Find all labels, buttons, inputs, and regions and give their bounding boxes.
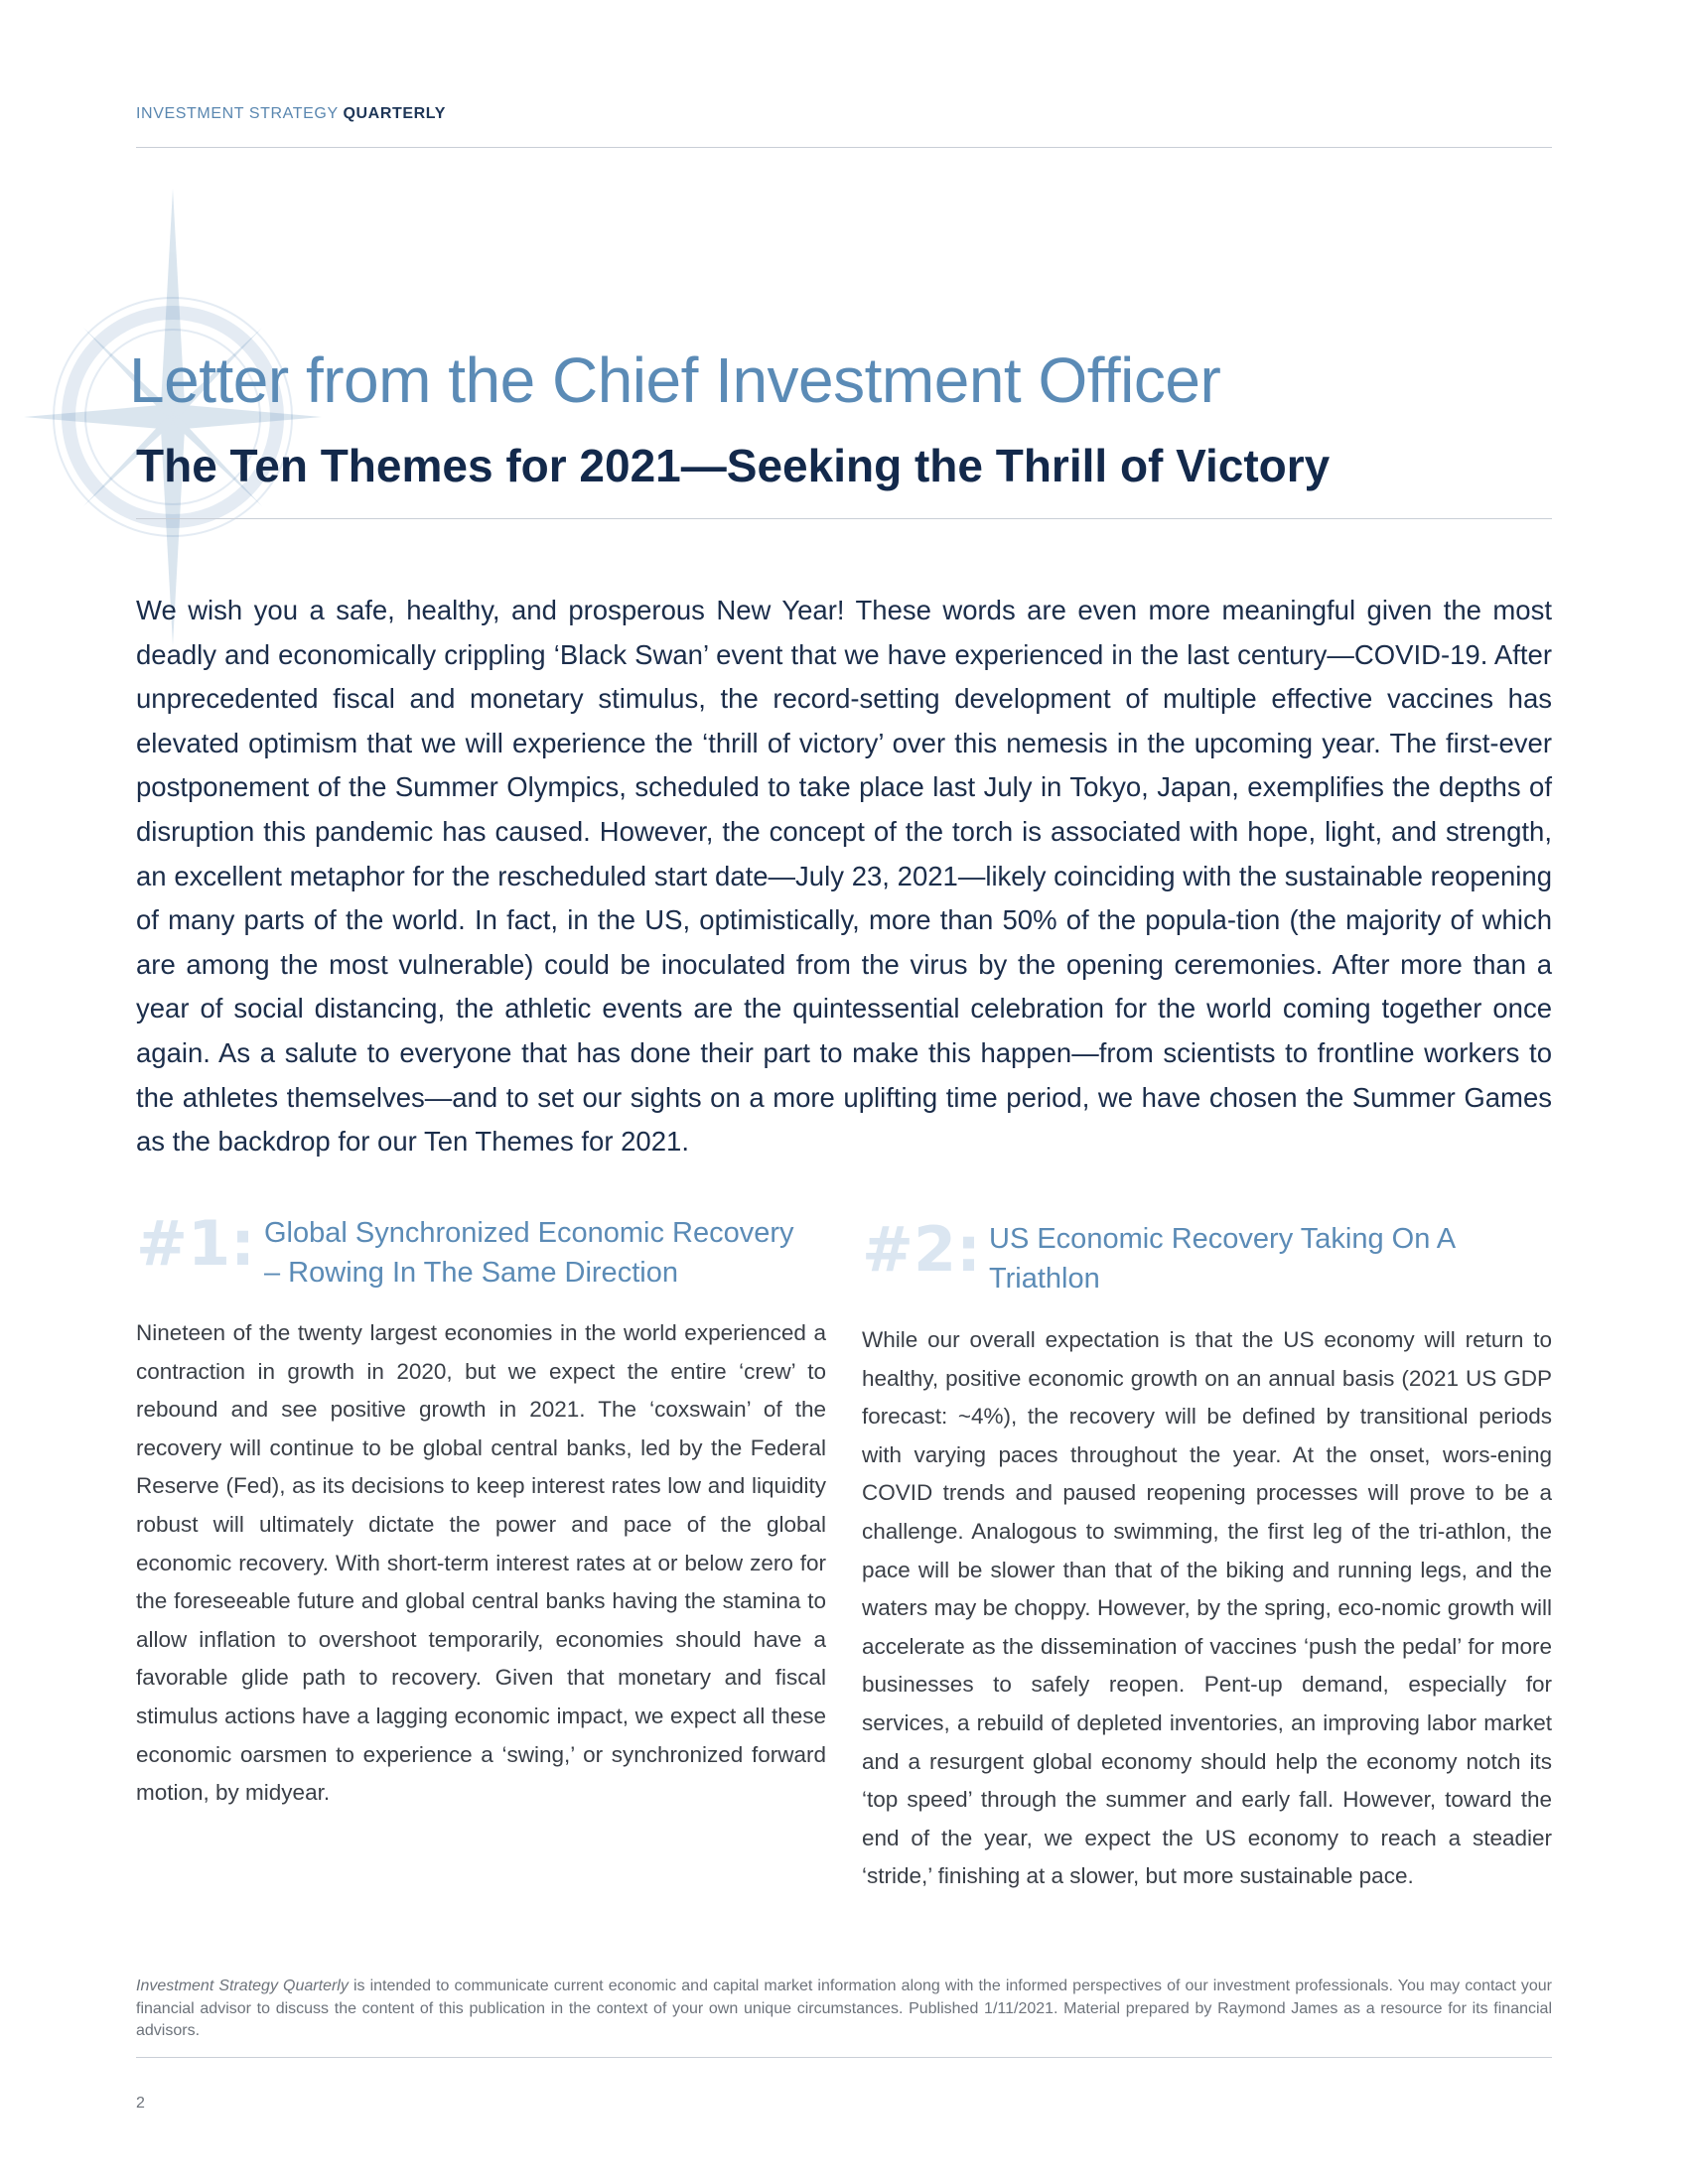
title-divider bbox=[136, 518, 1552, 519]
header-label-regular: INVESTMENT STRATEGY bbox=[136, 105, 339, 122]
theme-1-number: #1: bbox=[136, 1207, 255, 1280]
theme-2-body: While our overall expectation is that the US economy will return to healthy, positive economic growth on an annual basis (2021 US GDP forecast: ~4%), the recovery will be defined by transitional periods with varying paces throughout the year. At the onset, wors-ening COVID trends and paused reopening processes will prove to be a challenge. Analogous to swimming, the first leg of the tri-athlon, the pace will be slower than that of the biking and running legs, and the waters may be choppy. However, by the spring, eco-nomic growth will accelerate as the dissemination of vaccines ‘push the pedal’ for more businesses to safely reopen. Pent-up demand, especially for services, a rebuild of depleted inventories, an improving labor market and a resurgent global economy should help the economy notch its ‘top speed’ through the summer and early fall. However, toward the end of the year, we expect the US economy to reach a steadier ‘stride,’ finishing at a slower, but more sustainable pace. bbox=[862, 1327, 1552, 1889]
publication-header bbox=[136, 105, 446, 123]
theme-1-title-line1: Global Synchronized Economic Recovery bbox=[264, 1217, 794, 1249]
disclaimer-text: is intended to communicate current economic and capital market information along with the informed perspectives of our investment professionals. You may contact your financial advisor to discuss the content of this publication in the context of your own unique circumstances. Published 1/11/2021. Material prepared by Raymond James as a resource for its financial advisors. bbox=[136, 1978, 1552, 2039]
footer-divider bbox=[136, 2057, 1552, 2058]
header-label-bold: QUARTERLY bbox=[343, 105, 446, 122]
theme-2-number: #2: bbox=[862, 1213, 981, 1286]
header-divider bbox=[136, 147, 1552, 148]
theme-1-title-line2: – Rowing In The Same Direction bbox=[264, 1257, 678, 1289]
theme-2-title bbox=[989, 1219, 1456, 1298]
disclaimer-publication-name: Investment Strategy Quarterly bbox=[136, 1978, 349, 1994]
page-number: 2 bbox=[136, 2095, 145, 2112]
page-subtitle: The Ten Themes for 2021—Seeking the Thrill of Victory bbox=[136, 440, 1331, 491]
intro-paragraph: We wish you a safe, healthy, and prosperous New Year! These words are even more meaningful given the most deadly and economically crippling ‘Black Swan’ event that we have experienced in the last century—COVID-19. After unprecedented fiscal and monetary stimulus, the record-setting development of multiple effective vaccines has elevated optimism that we will experience the ‘thrill of victory’ over this nemesis in the upcoming year. The first-ever postponement of the Summer Olympics, scheduled to take place last July in Tokyo, Japan, exemplifies the depths of disruption this pandemic has caused. However, the concept of the torch is associated with hope, light, and strength, an excellent metaphor for the rescheduled start date—July 23, 2021—likely coinciding with the sustainable reopening of many parts of the world. In fact, in the US, optimistically, more than 50% of the popula-tion (the majority of which are among the most vulnerable) could be inoculated from the virus by the opening ceremonies. After more than a year of social distancing, the athletic events are the quintessential celebration for the world coming together once again. As a salute to everyone that has done their part to make this happen—from scientists to frontline workers to the athletes themselves—and to set our sights on a more uplifting time period, we have chosen the Summer Games as the backdrop for our Ten Themes for 2021. bbox=[136, 595, 1552, 1158]
theme-2-title-line2: Triathlon bbox=[989, 1263, 1100, 1295]
compass-rose-icon bbox=[24, 189, 322, 645]
theme-2-title-line1: US Economic Recovery Taking On A bbox=[989, 1223, 1457, 1255]
page-title: Letter from the Chief Investment Officer bbox=[129, 344, 1221, 416]
theme-1-title bbox=[264, 1213, 794, 1293]
theme-1-body: Nineteen of the twenty largest economies in the world experienced a contraction in growth in 2020, but we expect the entire ‘crew’ to rebound and see positive growth in 2021. The ‘coxswain’ of the recovery will continue to be global central banks, led by the Federal Reserve (Fed), as its decisions to keep interest rates low and liquidity robust will ultimately dictate the power and pace of the global economic recovery. With short-term interest rates at or below zero for the foreseeable future and global central banks having the stamina to allow inflation to overshoot temporarily, economies should have a favorable glide path to recovery. Given that monetary and fiscal stimulus actions have a lagging economic impact, we expect all these economic oarsmen to experience a ‘swing,’ or synchronized forward motion, by midyear. bbox=[136, 1320, 826, 1806]
disclaimer bbox=[136, 1976, 1552, 2043]
